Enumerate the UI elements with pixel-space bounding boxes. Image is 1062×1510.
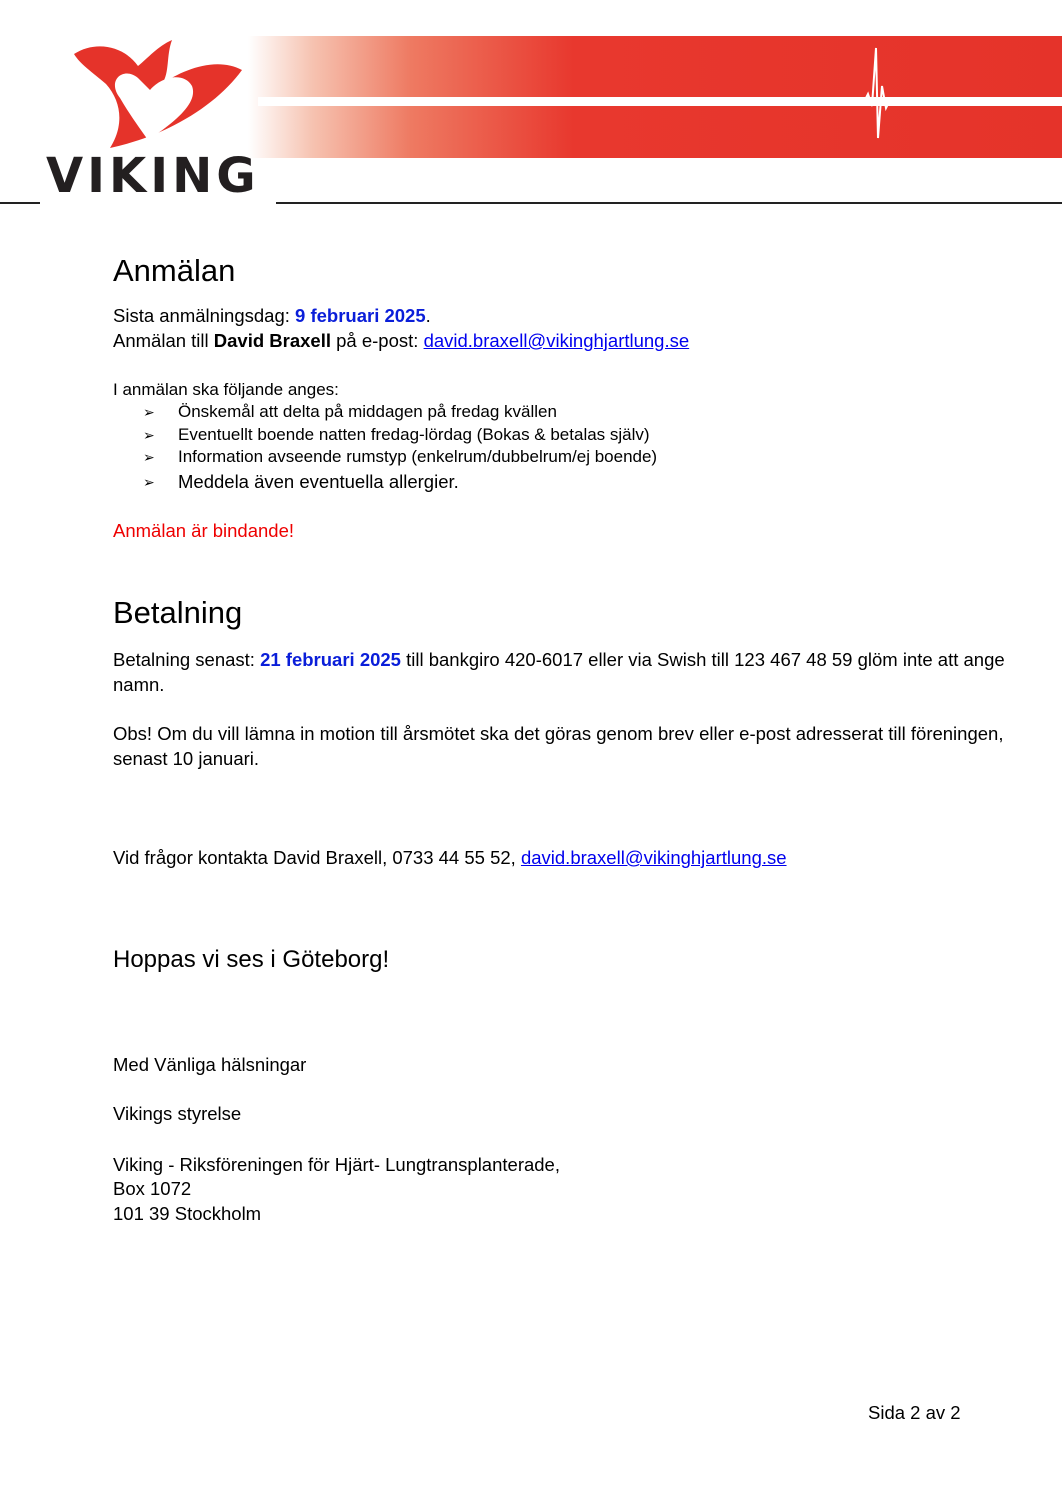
deadline-line [113,304,1008,329]
deadline-label: Sista anmälningsdag: [113,305,296,326]
list-item-text: Meddela även eventuella allergier. [178,470,459,492]
heartbeat-icon [850,46,900,142]
contact-prefix: Vid frågor kontakta David Braxell, 0733 44 55 52, [113,847,521,868]
list-item-text: Eventuellt boende natten fredag-lördag (Bokas & betalas själv) [178,424,650,444]
heart-logo-icon [66,36,246,156]
list-item [143,424,657,447]
deadline-end: . [425,305,431,326]
list-item [143,401,657,424]
list-item-text: Önskemål att delta på middagen på fredag kvällen [178,402,557,421]
org-box: Box 1072 [113,1178,192,1199]
register-mid: på e-post: [331,330,424,351]
betalning-heading: Betalning [113,595,243,630]
org-city: 101 39 Stockholm [113,1203,262,1224]
register-email-link[interactable]: david.braxell@vikinghjartlung.se [423,330,690,351]
payment-date: 21 februari 2025 [260,649,401,670]
header-rule-right [276,202,1062,204]
deadline-date: 9 februari 2025 [295,305,426,326]
payment-details: till bankgiro 420-6017 eller via Swish till 123 467 48 59 glöm inte att ange namn. [113,649,1005,695]
header-rule-left [0,202,40,204]
board-signature: Vikings styrelse [113,1103,242,1124]
list-intro: I anmälan ska följande anges: [113,380,339,399]
payment-paragraph [113,648,1008,697]
arrow-bullet-icon: ➢ [143,404,155,420]
brand-wordmark: VIKING [46,148,260,204]
obs-paragraph: Obs! Om du vill lämna in motion till årsmötet ska det göras genom brev eller e-post adresserat till föreningen, senast 10 januari. [113,723,1004,769]
arrow-bullet-icon: ➢ [143,426,155,443]
contact-name: David Braxell [213,330,331,351]
register-to-line [113,329,1008,354]
list-item-text: Information avseende rumstyp (enkelrum/dubbelrum/ej boende) [178,447,658,466]
list-item [143,469,657,495]
page-number: Sida 2 av 2 [868,1402,961,1423]
register-prefix: Anmälan till [113,330,214,351]
binding-notice: Anmälan är bindande! [113,520,295,541]
list-item [143,446,657,469]
letterhead [0,0,1062,210]
greeting: Hoppas vi ses i Göteborg! [113,946,390,973]
contact-line [113,846,1008,871]
requirements-list [143,401,657,495]
anmalan-heading: Anmälan [113,253,236,288]
regards: Med Vänliga hälsningar [113,1054,307,1075]
arrow-bullet-icon: ➢ [143,449,155,465]
payment-prefix: Betalning senast: [113,649,261,670]
org-name: Viking - Riksföreningen för Hjärt- Lungtransplanterade, [113,1154,560,1175]
arrow-bullet-icon: ➢ [143,473,155,490]
contact-email-link[interactable]: david.braxell@vikinghjartlung.se [520,847,787,868]
banner-stripe [258,97,1062,106]
